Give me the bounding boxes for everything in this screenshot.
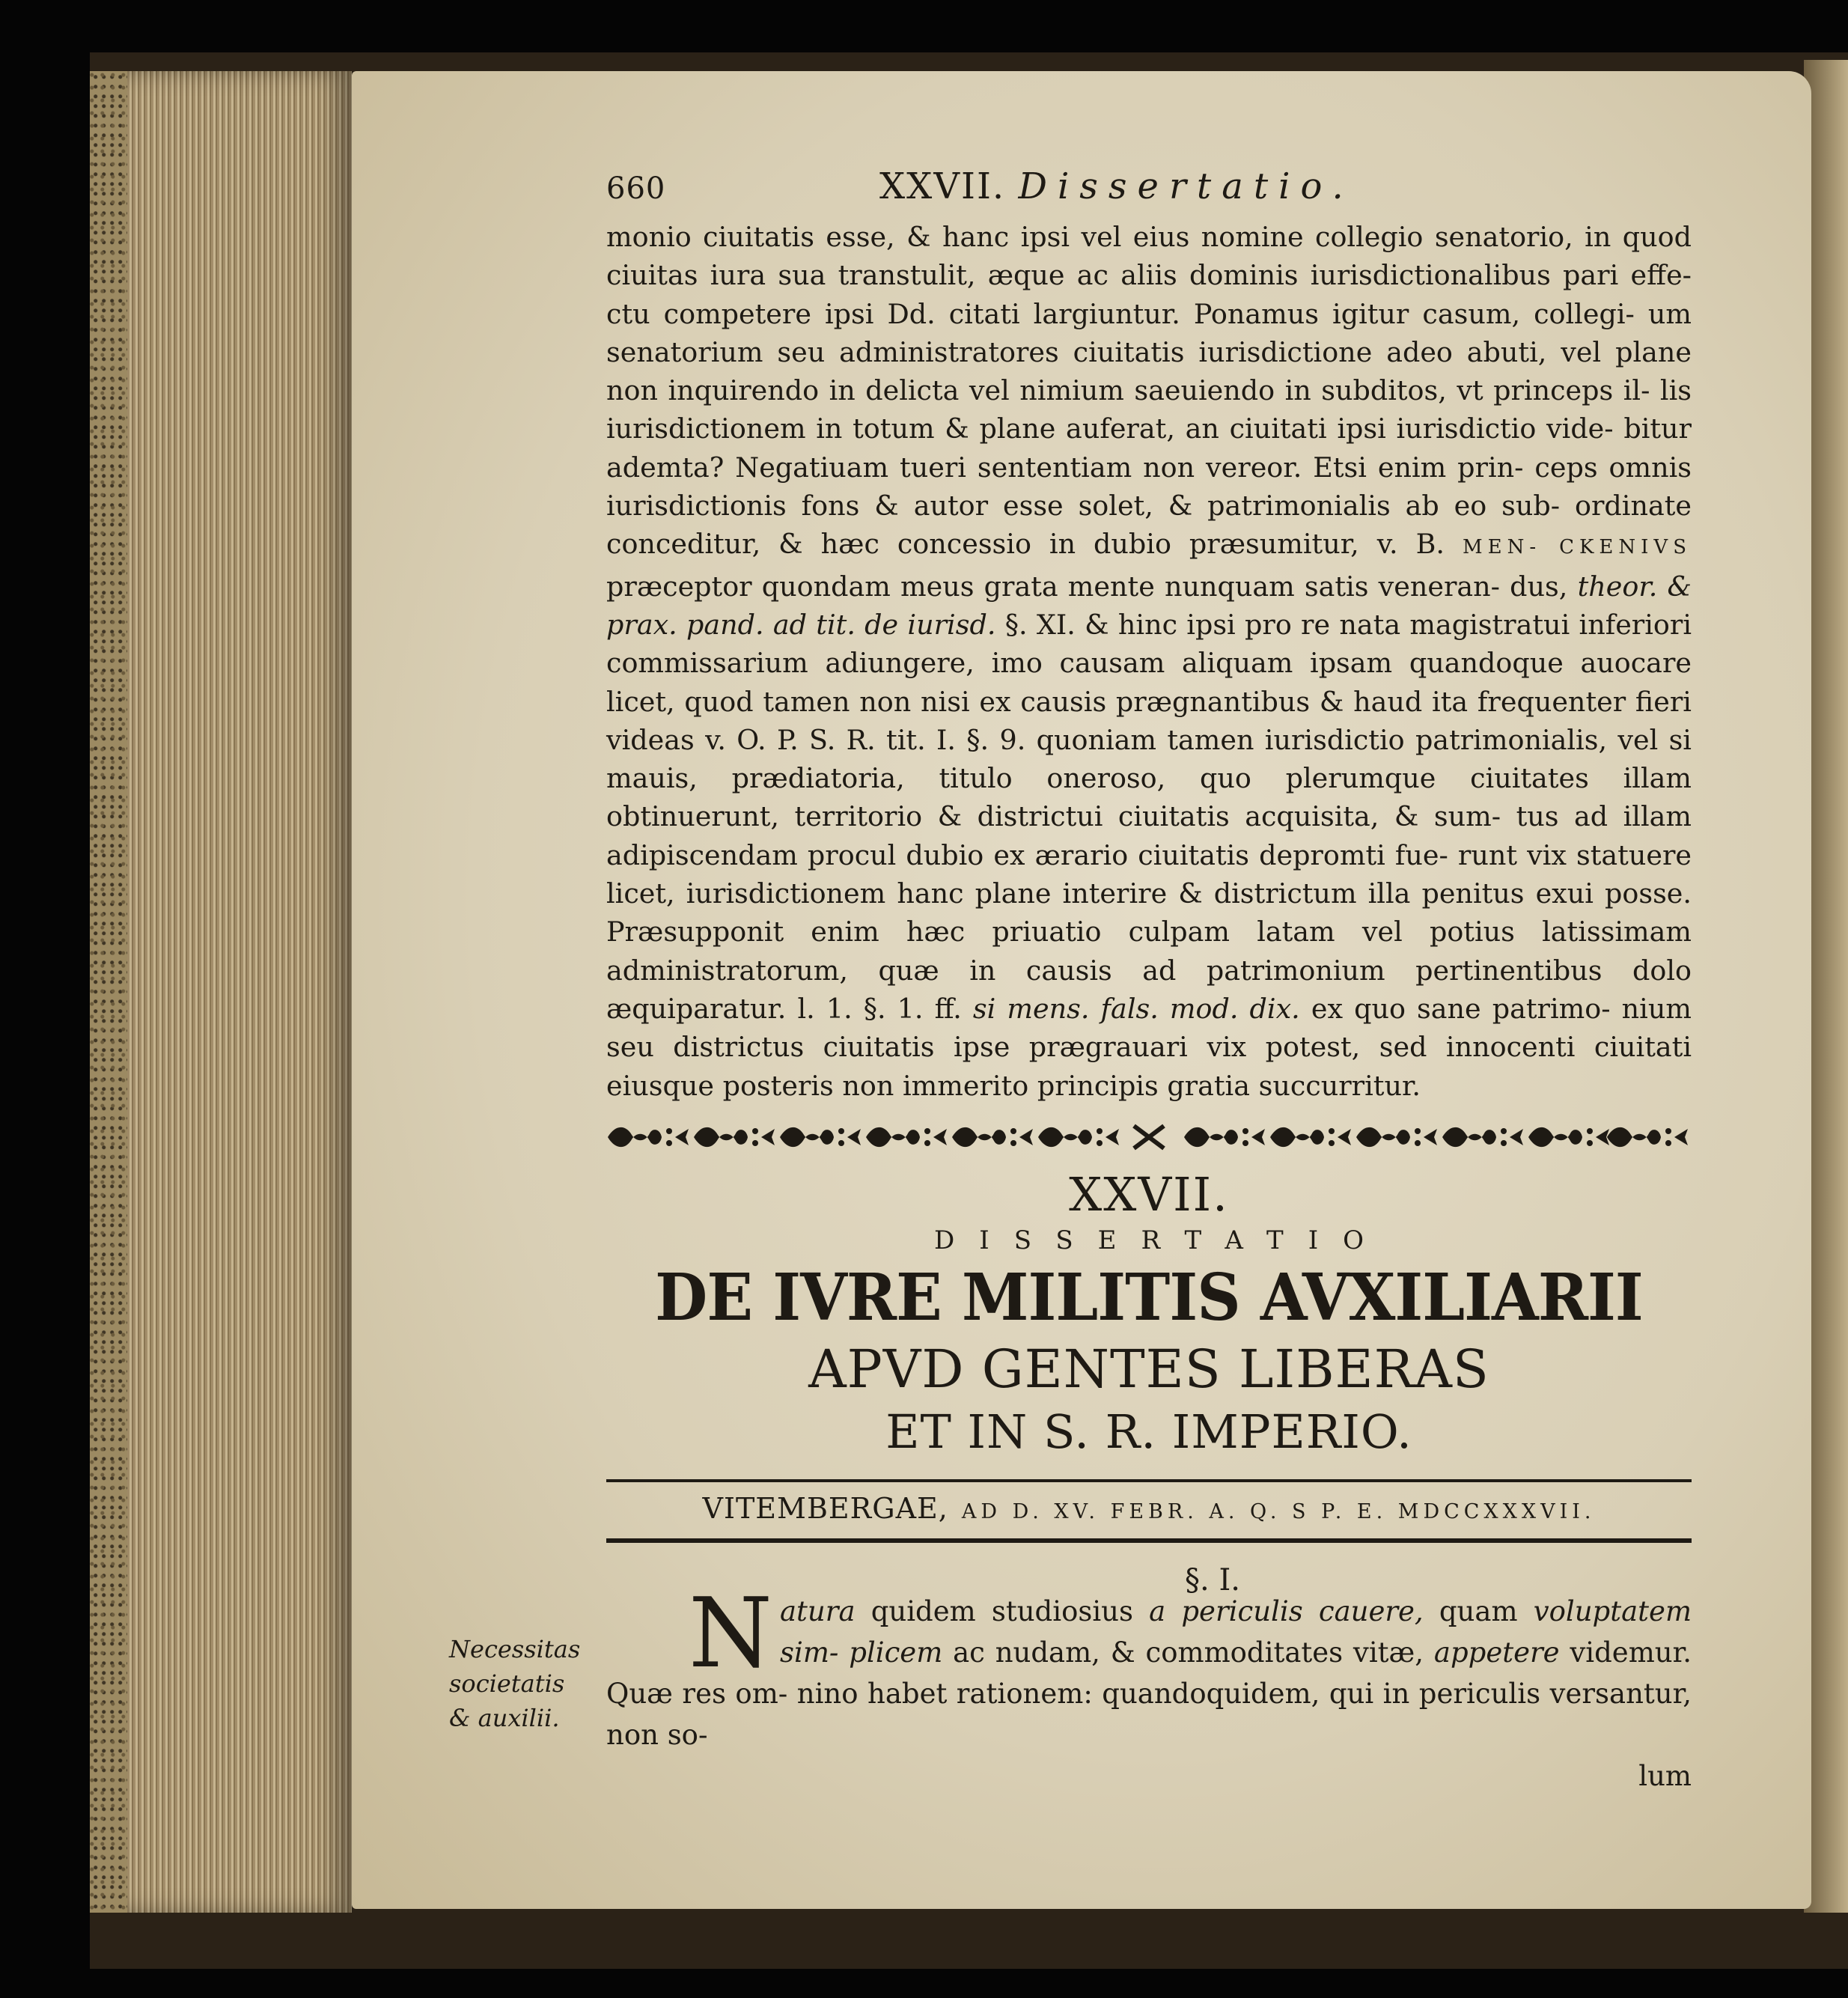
section-italic: atura (780, 1595, 856, 1627)
body-line: ctu competere ipsi Dd. citati largiuntur. Ponamus igitur casum, collegi- (606, 297, 1635, 330)
margin-note: Necessitas societatis & auxilii. (449, 1635, 581, 1732)
citation-italic: si mens. fals. mod. dix. (972, 992, 1300, 1025)
running-head (606, 161, 1692, 213)
section-italic: voluptatem sim- (780, 1595, 1692, 1669)
body-line: um senatorium seu administratores ciuitatis iurisdictione adeo abuti, vel plane (606, 297, 1692, 368)
body-line: ceps omnis iurisdictionis fons & autor esse solet, & patrimonialis ab eo sub- (606, 451, 1692, 523)
section-text: videmur. Quæ res om- (606, 1636, 1692, 1710)
section-italic: a periculis cauere, (1149, 1595, 1424, 1627)
page-number: 660 (606, 171, 666, 206)
imprint-date: AD D. XV. FEBR. A. Q. S P. E. MDCCXXXVII. (961, 1499, 1596, 1523)
body-line: bitur ademta? Negatiuam tueri sententiam non vereor. Etsi enim prin- (606, 412, 1692, 484)
dissertation-number: XXVII. (1069, 1166, 1229, 1222)
section-text: quidem studiosius (870, 1595, 1133, 1627)
body-line: patrimonialis, vel si mauis, prædiatoria, titulo oneroso, quo plerumque (606, 723, 1692, 795)
body-line: quandoque auocare licet, quod tamen non nisi ex causis prægnantibus & haud (606, 647, 1692, 718)
body-line: non inquirendo in delicta vel nimium saeuiendo in subditos, vt princeps il- (606, 374, 1650, 407)
body-line: nium seu districtus ciuitatis ipse prægrauari vix potest, sed innocenti ciuitati (606, 992, 1692, 1064)
body-line: tus ad illam adipiscendam procul dubio ex ærario ciuitatis depromti fue- (606, 800, 1692, 871)
dissertation-title-block (606, 1168, 1692, 1463)
section-mark: §. I. (1185, 1562, 1240, 1598)
running-title (879, 165, 1354, 207)
imprint-place: VITEMBERGAE, (702, 1491, 948, 1525)
page-block-edges (127, 71, 352, 1913)
body-line: latissimam administratorum, quæ in causis ad patrimonium pertinentibus (606, 916, 1692, 987)
body-line: dus, (1510, 570, 1568, 603)
citation-italic: theor. & prax. pand. ad tit. de iurisd. (606, 570, 1692, 641)
author-name-smallcaps: CKENIVS (1559, 536, 1692, 559)
body-line: dolo æquiparatur. l. 1. §. 1. ff. (606, 954, 1692, 1025)
rule-below-imprint (606, 1538, 1692, 1543)
dissertation-title-line-2: APVD GENTES LIBERAS (808, 1338, 1489, 1400)
decorative-ornament-band (606, 1120, 1692, 1154)
section-italic: plicem (849, 1636, 943, 1669)
body-line: ita frequenter fieri videas v. O. P. S. R. tit. I. §. 9. quoniam tamen iurisdictio (606, 685, 1692, 756)
body-line: penitus exui posse. Præsupponit enim hæc priuatio culpam latam vel potius (606, 877, 1692, 948)
rule-above-imprint (606, 1479, 1692, 1482)
body-line: §. XI. & hinc ipsi pro re nata (1004, 608, 1401, 641)
body-line: ex quo sane patrimo- (1311, 992, 1611, 1025)
running-title-word: Dissertatio. (1018, 165, 1354, 207)
section-body (606, 1577, 1692, 1797)
body-line: lis iurisdictionem in totum & plane auferat, an ciuitati ipsi iurisdictio vide- (606, 374, 1692, 445)
body-line: ciuitas iura sua transtulit, æque ac aliis dominis iurisdictionalibus pari effe- (606, 259, 1692, 292)
section-text: quam (1439, 1595, 1518, 1627)
catchword: lum (1638, 1759, 1692, 1792)
body-line: præceptor quondam meus grata mente nunquam satis veneran- (606, 570, 1500, 603)
dissertation-title-line-1: DE IVRE MILITIS AVXILIARII (655, 1259, 1643, 1335)
body-line: magistratui inferiori commissarium adiungere, imo causam aliquam ipsam (606, 608, 1692, 680)
body-line: eiusque posteris non immerito principis gratia succurritur. (606, 1069, 1421, 1102)
body-line: runt vix statuere licet, iurisdictionem hanc plane interire & districtum illa (606, 838, 1692, 910)
section-text: ac nudam, & commoditates vitæ, (953, 1636, 1424, 1669)
dissertation-title-line-3: ET IN S. R. IMPERIO. (885, 1404, 1412, 1459)
body-line: ordinate conceditur, & hæc concessio in dubio præsumitur, v. B. (606, 490, 1692, 561)
body-line: monio ciuitatis esse, & hanc ipsi vel eius nomine collegio senatorio, in quod (606, 221, 1692, 253)
ornament-svg (606, 1120, 1692, 1154)
running-title-prefix: XXVII. (879, 165, 1006, 207)
imprint-line (606, 1485, 1692, 1535)
section-italic: appetere (1433, 1636, 1560, 1669)
section-text: nino habet rationem: quandoquidem, qui in periculis versantur, non so- (606, 1677, 1692, 1751)
author-name-smallcaps: MEN- (1462, 536, 1542, 559)
body-paragraph (606, 218, 1692, 1105)
body-line: ciuitates illam obtinuerunt, territorio & districtui ciuitatis acquisita, & sum- (606, 762, 1692, 833)
drop-cap: N (689, 1577, 772, 1690)
page-content (606, 161, 1692, 1797)
dissertation-label: DISSERTATIO (934, 1225, 1388, 1255)
